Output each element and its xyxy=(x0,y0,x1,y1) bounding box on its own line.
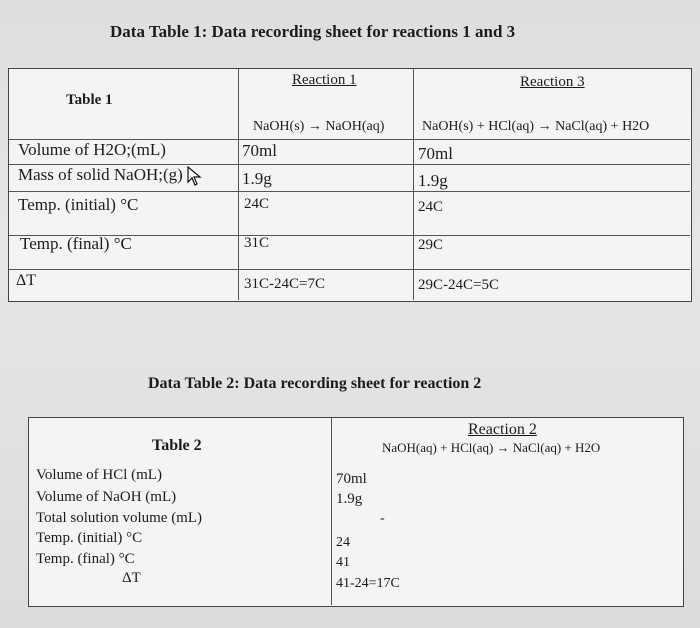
table1-row-label: Temp. (final) °C xyxy=(20,234,132,253)
reaction1-equation: NaOH(s) → NaOH(aq) xyxy=(253,119,385,134)
table2-value: 70ml xyxy=(336,471,367,487)
table2-row-label: Temp. (initial) °C xyxy=(36,530,143,546)
table1-row-label: ΔT xyxy=(16,272,37,289)
reaction3-equation: NaOH(s) + HCl(aq) → NaCl(aq) + H2O xyxy=(422,119,650,134)
table1-row-label: Volume of H2O;(mL) xyxy=(18,140,166,159)
table1-r1-value: 31C-24C=7C xyxy=(244,276,325,292)
table2-value: 41-24=17C xyxy=(336,576,400,591)
table2-value: 24 xyxy=(336,535,350,550)
mouse-cursor-icon xyxy=(186,166,202,186)
table1-r3-value: 1.9g xyxy=(418,171,448,190)
table2-value: 1.9g xyxy=(336,491,363,507)
table1-label: Table 1 xyxy=(66,92,113,108)
table2-row-label: Temp. (final) °C xyxy=(36,551,135,567)
table1-r3-value: 29C-24C=5C xyxy=(418,277,499,293)
table2-value: 41 xyxy=(336,555,350,570)
table1-row-label: Mass of solid NaOH;(g) xyxy=(18,165,183,184)
table2-row-label: Volume of HCl (mL) xyxy=(36,467,162,483)
table2-value: - xyxy=(380,511,385,526)
table2-label: Table 2 xyxy=(152,437,202,454)
table1-r1-value: 24C xyxy=(244,196,270,212)
table1-r3-value: 70ml xyxy=(418,144,453,163)
reaction2-header: Reaction 2 xyxy=(468,421,537,438)
reaction2-equation: NaOH(aq) + HCl(aq) → NaCl(aq) + H2O xyxy=(382,440,601,455)
table2-row-label: Volume of NaOH (mL) xyxy=(36,489,177,505)
table1-r3-value: 29C xyxy=(418,237,444,253)
table1-r1-value: 31C xyxy=(244,235,270,251)
table2-row-label: ΔT xyxy=(122,570,141,586)
table2-heading: Data Table 2: Data recording sheet for reaction 2 xyxy=(148,375,482,392)
table1-heading: Data Table 1: Data recording sheet for reactions 1 and 3 xyxy=(110,22,516,41)
table1-r1-value: 1.9g xyxy=(242,169,272,188)
table1-row-label: Temp. (initial) °C xyxy=(18,195,139,214)
table2-row-label: Total solution volume (mL) xyxy=(36,510,203,526)
table1-r3-value: 24C xyxy=(418,199,444,215)
reaction1-header: Reaction 1 xyxy=(292,72,357,88)
reaction3-header: Reaction 3 xyxy=(520,74,585,90)
table1-r1-value: 70ml xyxy=(242,141,277,160)
